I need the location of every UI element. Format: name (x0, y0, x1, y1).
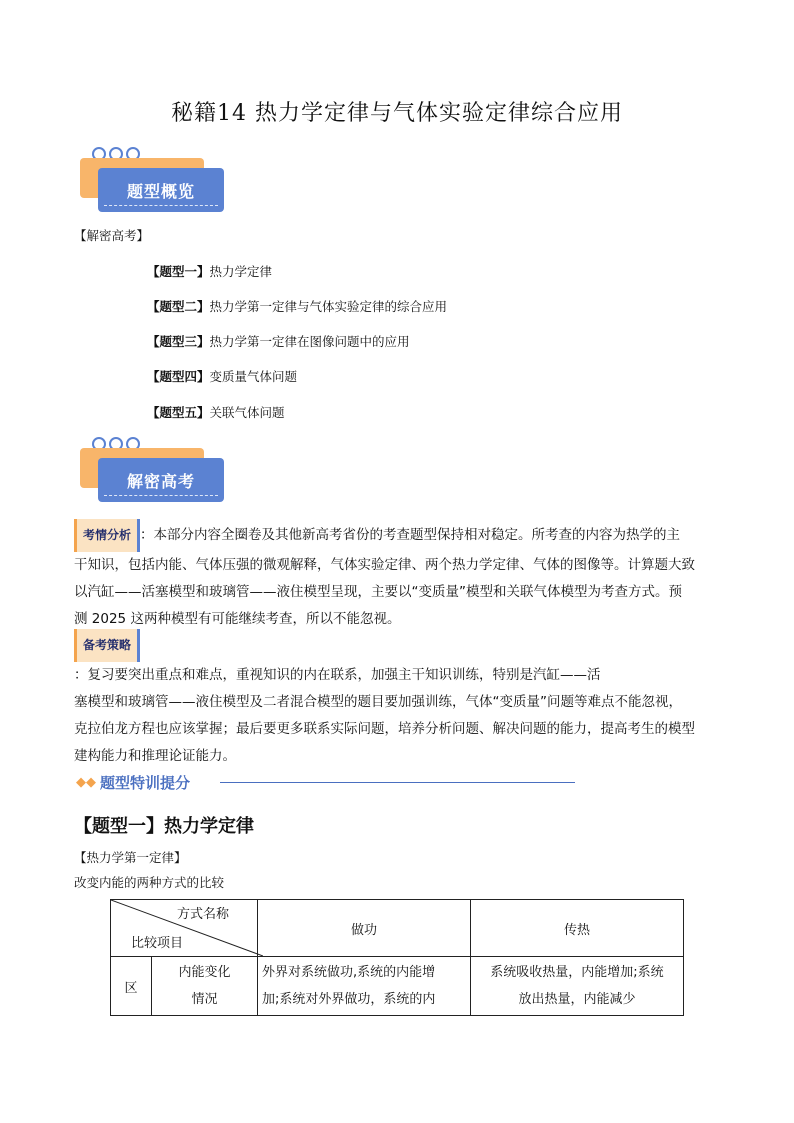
compare-intro: 改变内能的两种方式的比较 (74, 875, 225, 890)
heat-line: 放出热量，内能减少 (518, 992, 636, 1007)
law1-label: 【热力学第一定律】 (74, 850, 187, 865)
strategy-line: ：复习要突出重点和难点，重视知识的内在联系，加强主干知识训练，特别是汽缸——活 (74, 667, 601, 683)
table-row (111, 900, 684, 957)
type1-heading: 【题型一】热力学定律 (74, 816, 254, 837)
item-tag: 【题型五】 (147, 405, 210, 420)
col-header-heat: 传热 (471, 900, 684, 957)
item-text: 关联气体问题 (209, 405, 285, 420)
strategy-line: 建构能力和推理论证能力。 (74, 748, 236, 764)
list-item (147, 262, 272, 280)
section-divider (220, 782, 575, 783)
list-item (147, 403, 285, 421)
page-title: 秘籍14 热力学定律与气体实验定律综合应用 (171, 101, 623, 126)
table-row (111, 957, 684, 1016)
col-header-work: 做功 (258, 900, 471, 957)
diag-header-cell (111, 900, 258, 957)
analysis-line: 测 2025 这两种模型有可能继续考查，所以不能忽视。 (74, 611, 401, 627)
item-tag: 【题型四】 (147, 369, 210, 384)
section-title (76, 772, 190, 793)
item-text: 热力学第一定律在图像问题中的应用 (209, 334, 410, 349)
analysis-paragraph (74, 519, 724, 633)
item-text: 热力学定律 (209, 264, 273, 279)
comparison-table (110, 899, 684, 1016)
item-tag: 【题型二】 (147, 299, 210, 314)
work-cell (258, 957, 471, 1016)
banner-label: 解密高考 (98, 458, 224, 502)
item-tag: 【题型一】 (147, 264, 210, 279)
diag-bottom-label: 比较项目 (131, 936, 184, 951)
row-label (152, 957, 258, 1016)
item-text: 变质量气体问题 (209, 369, 298, 384)
item-tag: 【题型三】 (147, 334, 210, 349)
strategy-tag: 备考策略 (74, 629, 140, 662)
work-line: 加;系统对外界做功，系统的内 (262, 992, 436, 1007)
banner-analysis (80, 436, 230, 506)
analysis-line: 干知识，包括内能、气体压强的微观解释，气体实验定律、两个热力学定律、气体的图像等。计算题大致 (74, 557, 695, 573)
analysis-line: 以汽缸——活塞模型和玻璃管——液住模型呈现，主要以“变质量”模型和关联气体模型为考查方式。预 (74, 584, 682, 600)
overview-heading: 【解密高考】 (74, 228, 150, 243)
row-side-label: 区 (111, 957, 152, 1016)
banner-overview (80, 146, 230, 216)
work-line: 外界对系统做功,系统的内能增 (262, 965, 436, 980)
analysis-tag: 考情分析 (74, 519, 140, 552)
row-label-line: 内能变化 (178, 965, 231, 980)
list-item (147, 297, 447, 315)
analysis-line: ：本部分内容全圈卷及其他新高考省份的考查题型保持相对稳定。所考查的内容为热学的主 (140, 527, 681, 543)
heat-line: 系统吸收热量，内能增加;系统 (490, 965, 664, 980)
list-item (147, 367, 297, 385)
strategy-paragraph (74, 637, 724, 770)
strategy-line: 克拉伯龙方程也应该掌握；最后要更多联系实际问题，培养分析问题、解决问题的能力，提高考生的模型 (74, 721, 695, 737)
strategy-line: 塞模型和玻璃管——液住模型及二者混合模型的题目要加强训练，气体“变质量”问题等难点不能忽视， (74, 694, 682, 710)
section-title-text: 题型特训提分 (100, 774, 191, 792)
row-label-line: 情况 (191, 992, 218, 1007)
list-item (147, 332, 410, 350)
diag-top-label: 方式名称 (176, 907, 229, 922)
heat-cell (471, 957, 684, 1016)
diamond-icon: ◆◆ (76, 775, 96, 790)
item-text: 热力学第一定律与气体实验定律的综合应用 (209, 299, 448, 314)
banner-label: 题型概览 (98, 168, 224, 212)
